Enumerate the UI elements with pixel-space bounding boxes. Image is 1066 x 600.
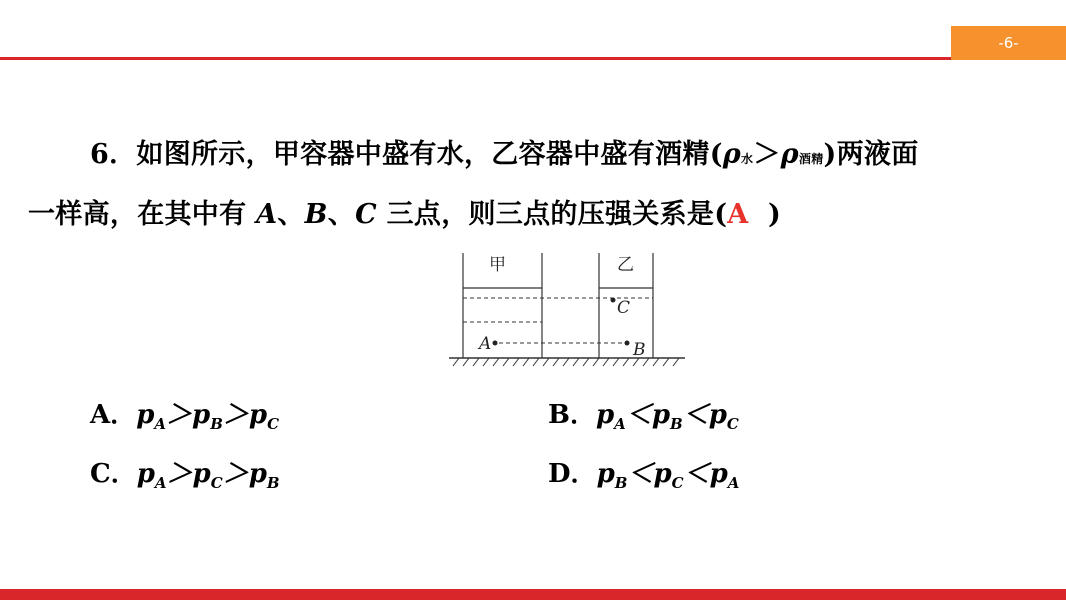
close-paren: ) xyxy=(767,199,782,230)
point-a-dot xyxy=(493,341,498,346)
point-a-label: A xyxy=(256,199,278,230)
pressure-symbol: p xyxy=(653,459,672,489)
subscript: C xyxy=(726,415,739,434)
subscript: C xyxy=(671,474,684,493)
subscript: A xyxy=(154,415,167,434)
pressure-symbol: p xyxy=(595,400,615,430)
rho-symbol-2: ρ xyxy=(780,139,799,170)
operator: ＞ xyxy=(222,459,249,489)
pressure-symbol: p xyxy=(248,459,267,489)
operator: ＞ xyxy=(166,400,193,430)
pressure-symbol: p xyxy=(596,459,615,489)
subscript: A xyxy=(154,474,167,493)
pressure-symbol: p xyxy=(192,459,211,489)
option-letter: D． xyxy=(548,459,597,489)
label-yi: 乙 xyxy=(617,255,634,275)
question-text-a: 如图所示，甲容器中盛有水，乙容器中盛有酒精( xyxy=(136,139,723,170)
answer-text: A xyxy=(727,199,749,230)
pressure-symbol: p xyxy=(192,400,211,430)
operator: ＞ xyxy=(222,400,249,430)
pressure-symbol: p xyxy=(651,400,671,430)
point-c-text: C xyxy=(617,298,631,318)
rho-symbol: ρ xyxy=(722,139,742,170)
option-letter: A． xyxy=(90,400,137,430)
subscript: B xyxy=(614,474,628,493)
option-letter: B． xyxy=(548,400,596,430)
point-b-label: B xyxy=(304,199,328,230)
option-c[interactable] xyxy=(90,453,280,492)
subscript: A xyxy=(614,415,626,434)
pressure-symbol: p xyxy=(248,400,268,430)
subscript: B xyxy=(210,415,223,434)
question-line2-b: 三点，则三点的压强关系是( xyxy=(376,199,728,230)
pressure-symbol: p xyxy=(708,400,727,430)
subscript: B xyxy=(266,474,280,493)
top-rule xyxy=(0,57,1066,60)
point-b-text: B xyxy=(633,340,646,360)
pressure-symbol: p xyxy=(136,400,155,430)
question-line-1 xyxy=(90,132,919,171)
label-jia: 甲 xyxy=(489,255,506,275)
question-text-b: )两液面 xyxy=(823,139,919,170)
subscript: C xyxy=(210,474,223,493)
separator: 、 xyxy=(327,199,356,230)
separator: 、 xyxy=(277,199,305,230)
subscript: C xyxy=(267,415,280,434)
point-c-label: C xyxy=(355,199,377,230)
operator: ＞ xyxy=(166,459,193,489)
question-number: 6． xyxy=(90,139,137,170)
page-number: -6- xyxy=(998,34,1019,52)
greater-than-sign: ＞ xyxy=(753,139,781,170)
question-line2-a: 一样高，在其中有 xyxy=(28,199,257,230)
operator: ＜ xyxy=(682,400,709,430)
operator: ＜ xyxy=(625,400,652,430)
option-a[interactable] xyxy=(90,394,279,433)
option-b[interactable] xyxy=(548,394,739,433)
bottom-rule xyxy=(0,589,1066,600)
rho-subscript-water: 水 xyxy=(741,152,754,166)
subscript: B xyxy=(670,415,683,434)
point-b-dot xyxy=(625,341,630,346)
point-c-dot xyxy=(611,298,616,303)
option-letter: C． xyxy=(90,459,137,489)
option-d[interactable] xyxy=(548,453,739,492)
subscript: A xyxy=(727,474,740,493)
question-line-2 xyxy=(28,192,781,231)
rho-subscript-alcohol: 酒精 xyxy=(798,152,824,166)
operator: ＜ xyxy=(683,459,710,489)
pressure-symbol: p xyxy=(709,459,728,489)
pressure-symbol: p xyxy=(136,459,155,489)
point-a-text: A xyxy=(479,334,492,354)
page-number-tab xyxy=(951,26,1066,60)
container-diagram xyxy=(449,250,687,370)
operator: ＜ xyxy=(627,459,654,489)
